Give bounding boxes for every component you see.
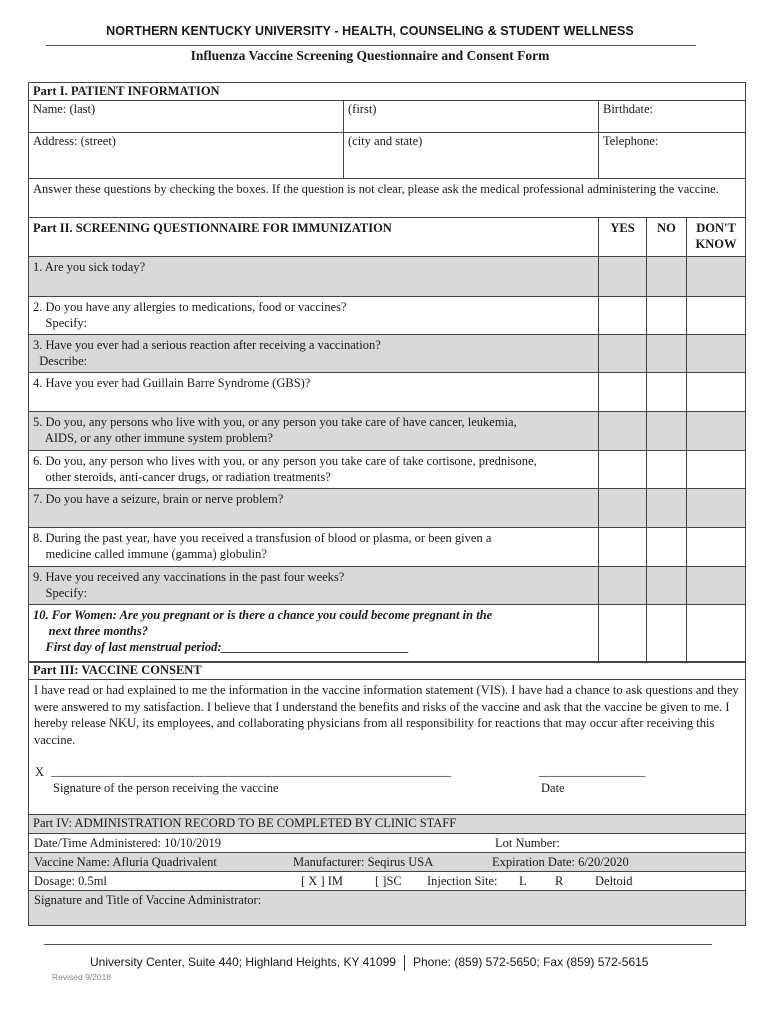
question-7 <box>28 488 599 528</box>
question-9-yes-checkbox[interactable] <box>598 566 647 605</box>
column-no: NO <box>646 217 687 257</box>
question-6 <box>28 450 599 489</box>
sc-checkbox[interactable]: [ ]SC <box>375 874 402 888</box>
question-6-line-1: 6. Do you, any person who lives with you, or any person you take care of take cortisone, prednisone, <box>33 454 537 468</box>
question-8-line-2: medicine called immune (gamma) globulin? <box>33 547 267 561</box>
birthdate-label: Birthdate: <box>603 102 653 116</box>
vaccine-name: Vaccine Name: Afluria Quadrivalent <box>34 855 217 869</box>
question-4-line-1: 4. Have you ever had Guillain Barre Syndrome (GBS)? <box>33 376 311 390</box>
organization-header: NORTHERN KENTUCKY UNIVERSITY - HEALTH, COUNSELING & STUDENT WELLNESS <box>106 24 634 38</box>
expiration-date: Expiration Date: 6/20/2020 <box>492 855 629 869</box>
question-6-yes-checkbox[interactable] <box>598 450 647 489</box>
question-8-no-checkbox[interactable] <box>646 527 687 567</box>
question-1-yes-checkbox[interactable] <box>598 256 647 297</box>
part4-heading: Part IV: ADMINISTRATION RECORD TO BE COMPLETED BY CLINIC STAFF <box>28 814 746 834</box>
manufacturer: Manufacturer: Seqirus USA <box>293 855 434 869</box>
name-last-field[interactable] <box>28 100 344 133</box>
city-state-field[interactable] <box>343 132 599 179</box>
part1-heading: Part I. PATIENT INFORMATION <box>28 82 746 101</box>
question-4-yes-checkbox[interactable] <box>598 372 647 412</box>
question-5-dont-know-checkbox[interactable] <box>686 411 746 451</box>
instructions: Answer these questions by checking the boxes. If the question is not clear, please ask the medical professional administering the vaccine. <box>28 178 746 218</box>
question-10-line-3: First day of last menstrual period:______________________________ <box>33 640 410 654</box>
footer-contact <box>90 955 648 971</box>
question-8-dont-know-checkbox[interactable] <box>686 527 746 567</box>
part2-heading: Part II. SCREENING QUESTIONNAIRE FOR IMMUNIZATION <box>28 217 599 257</box>
question-10-yes-checkbox[interactable] <box>598 604 647 663</box>
address-label: Address: (street) <box>33 134 116 148</box>
question-4 <box>28 372 599 412</box>
consent-box <box>28 679 746 815</box>
question-2 <box>28 296 599 335</box>
question-1-dont-know-checkbox[interactable] <box>686 256 746 297</box>
question-3-no-checkbox[interactable] <box>646 334 687 373</box>
question-7-no-checkbox[interactable] <box>646 488 687 528</box>
date-time-administered: Date/Time Administered: 10/10/2019 <box>34 836 222 850</box>
question-6-line-2: other steroids, anti-cancer drugs, or radiation treatments? <box>33 470 331 484</box>
question-5-no-checkbox[interactable] <box>646 411 687 451</box>
admin-signature-label: Signature and Title of Vaccine Administrator: <box>34 893 262 907</box>
question-2-yes-checkbox[interactable] <box>598 296 647 335</box>
question-10-line-1: 10. For Women: Are you pregnant or is there a chance you could become pregnant in the <box>33 608 493 622</box>
question-3-line-2: Describe: <box>33 354 88 368</box>
part3-heading: Part III: VACCINE CONSENT <box>28 661 746 680</box>
column-dont-know-line2: KNOW <box>695 237 737 251</box>
question-3-line-1: 3. Have you ever had a serious reaction after receiving a vaccination? <box>33 338 381 352</box>
question-5-line-2: AIDS, or any other immune system problem? <box>33 431 273 445</box>
footer-separator <box>404 955 405 971</box>
question-3-dont-know-checkbox[interactable] <box>686 334 746 373</box>
question-2-line-2: Specify: <box>33 316 88 330</box>
birthdate-field[interactable] <box>598 100 746 133</box>
name-last-label: Name: (last) <box>33 102 96 116</box>
footer-divider <box>44 944 712 945</box>
question-5-line-1: 5. Do you, any persons who live with you, or any person you take care of have cancer, leukemia, <box>33 415 517 429</box>
question-7-dont-know-checkbox[interactable] <box>686 488 746 528</box>
question-7-line-1: 7. Do you have a seizure, brain or nerve problem? <box>33 492 284 506</box>
question-9-line-1: 9. Have you received any vaccinations in the past four weeks? <box>33 570 345 584</box>
revised-date: Revised 9/2018 <box>52 972 112 982</box>
question-9-no-checkbox[interactable] <box>646 566 687 605</box>
footer-address: University Center, Suite 440; Highland Heights, KY 41099 <box>90 955 396 970</box>
question-9 <box>28 566 599 605</box>
question-5-yes-checkbox[interactable] <box>598 411 647 451</box>
address-field[interactable] <box>28 132 344 179</box>
question-1 <box>28 256 599 297</box>
question-10-dont-know-checkbox[interactable] <box>686 604 746 663</box>
question-9-dont-know-checkbox[interactable] <box>686 566 746 605</box>
question-10-no-checkbox[interactable] <box>646 604 687 663</box>
admin-signature-field[interactable] <box>28 890 746 926</box>
signature-label: Signature of the person receiving the vaccine <box>53 781 279 795</box>
question-8-yes-checkbox[interactable] <box>598 527 647 567</box>
question-2-no-checkbox[interactable] <box>646 296 687 335</box>
injection-site-left[interactable]: L <box>519 874 527 888</box>
question-8 <box>28 527 599 567</box>
question-10-line-2: next three months? <box>33 624 148 638</box>
admin-row-vaccine <box>28 852 746 872</box>
name-first-label: (first) <box>348 102 377 116</box>
column-dont-know-line1: DON'T <box>696 221 736 235</box>
admin-row-dosage <box>28 871 746 891</box>
signature-line[interactable]: ________________________________________________________________ <box>51 764 451 778</box>
question-7-yes-checkbox[interactable] <box>598 488 647 528</box>
date-label: Date <box>541 781 565 795</box>
question-5 <box>28 411 599 451</box>
question-8-line-1: 8. During the past year, have you received a transfusion of blood or plasma, or been given a <box>33 531 492 545</box>
question-6-no-checkbox[interactable] <box>646 450 687 489</box>
question-1-no-checkbox[interactable] <box>646 256 687 297</box>
question-4-no-checkbox[interactable] <box>646 372 687 412</box>
footer-phone: Phone: (859) 572-5650; Fax (859) 572-5615 <box>412 955 649 970</box>
date-line[interactable]: _________________ <box>539 764 646 778</box>
dosage: Dosage: 0.5ml <box>34 874 107 888</box>
question-2-dont-know-checkbox[interactable] <box>686 296 746 335</box>
question-3-yes-checkbox[interactable] <box>598 334 647 373</box>
injection-site-right[interactable]: R <box>555 874 564 888</box>
question-6-dont-know-checkbox[interactable] <box>686 450 746 489</box>
question-10 <box>28 604 599 663</box>
question-1-line-1: 1. Are you sick today? <box>33 260 146 274</box>
admin-row-date <box>28 833 746 853</box>
question-9-line-2: Specify: <box>33 586 88 600</box>
question-4-dont-know-checkbox[interactable] <box>686 372 746 412</box>
question-2-line-1: 2. Do you have any allergies to medications, food or vaccines? <box>33 300 347 314</box>
injection-site-deltoid: Deltoid <box>595 874 633 888</box>
header-divider <box>46 45 696 46</box>
city-state-label: (city and state) <box>348 134 423 148</box>
consent-text: I have read or had explained to me the information in the vaccine information statement (VIS). I have had a chance to ask questions and they were answered to my satisfaction. I believe that I understand the benefits and risks of the vaccine and ask that the vaccine be given to me. I hereby release NKU, its employees, and collaborating physicians from all responsibility for reactions that may occur after receiving this vaccine. <box>34 683 739 747</box>
injection-site-label: Injection Site: <box>427 874 498 888</box>
column-dont-know <box>686 217 746 257</box>
name-first-field[interactable] <box>343 100 599 133</box>
im-checkbox[interactable]: [ X ] IM <box>301 874 344 888</box>
telephone-label: Telephone: <box>603 134 659 148</box>
signature-x-mark: X <box>35 765 45 779</box>
form-title: Influenza Vaccine Screening Questionnaire and Consent Form <box>190 48 550 63</box>
column-yes: YES <box>598 217 647 257</box>
question-3 <box>28 334 599 373</box>
lot-number: Lot Number: <box>495 836 560 850</box>
telephone-field[interactable] <box>598 132 746 179</box>
